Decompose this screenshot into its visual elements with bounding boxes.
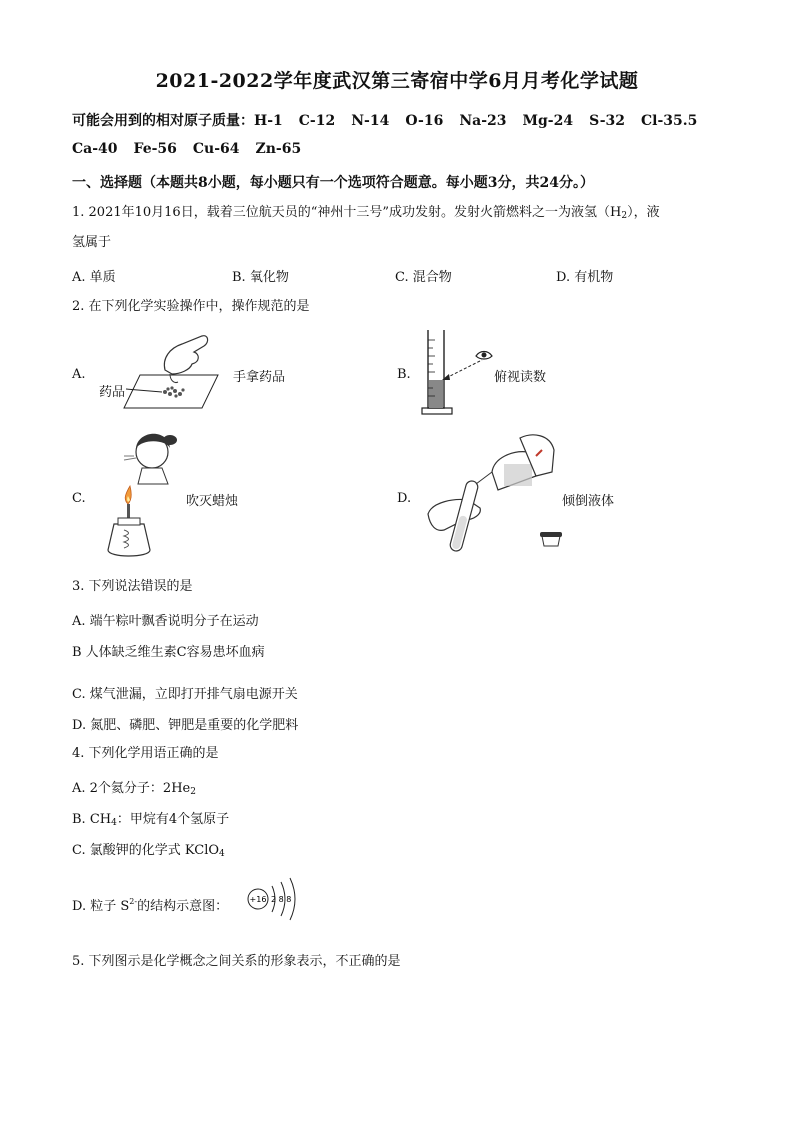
question-3: 3. 下列说法错误的是 bbox=[72, 579, 193, 594]
atomic-mass-item: O-16 bbox=[405, 113, 444, 129]
q2-option-d-caption: 倾倒液体 bbox=[562, 494, 615, 509]
atomic-masses-line-2 bbox=[72, 141, 317, 157]
question-5: 5. 下列图示是化学概念之间关系的形象表示，不正确的是 bbox=[72, 954, 401, 969]
atomic-mass-item: Mg-24 bbox=[522, 113, 574, 129]
atomic-masses-line-1 bbox=[72, 110, 713, 130]
atomic-mass-item: Cu-64 bbox=[192, 141, 240, 157]
atomic-mass-item: C-12 bbox=[298, 113, 336, 129]
atomic-mass-item: Cl-35.5 bbox=[641, 113, 698, 129]
q4-a-subscript: 2 bbox=[190, 787, 196, 797]
blowing-candle-figure bbox=[94, 420, 186, 568]
q4-c-subscript: 4 bbox=[219, 849, 225, 859]
q1-subscript: 2 bbox=[621, 211, 628, 221]
q4-d-text-a: D. 粒子 S bbox=[72, 899, 130, 914]
q3-option-b: B 人体缺乏维生素C容易患坏血病 bbox=[72, 645, 265, 660]
section-heading: 一、选择题（本题共8小题，每小题只有一个选项符合题意。每小题3分，共24分。） bbox=[72, 175, 594, 191]
q4-b-text-a: B. CH bbox=[72, 812, 112, 827]
q3-option-c: C. 煤气泄漏，立即打开排气扇电源开关 bbox=[72, 687, 298, 702]
question-2: 2. 在下列化学实验操作中，操作规范的是 bbox=[72, 299, 310, 314]
q4-b-subscript: 4 bbox=[111, 818, 117, 828]
nucleus-charge: +16 bbox=[249, 895, 267, 904]
q2-option-b-caption: 俯视读数 bbox=[494, 370, 547, 385]
q3-option-a: A. 端午粽叶飘香说明分子在运动 bbox=[72, 614, 259, 629]
q4-c-text: C. 氯酸钾的化学式 KClO bbox=[72, 843, 220, 858]
atomic-mass-item: Ca-40 bbox=[72, 141, 118, 157]
q1-option-b: B. 氧化物 bbox=[232, 270, 289, 285]
atomic-mass-item: Fe-56 bbox=[133, 141, 177, 157]
question-1 bbox=[72, 204, 732, 225]
q2-option-c-caption: 吹灭蜡烛 bbox=[186, 494, 239, 509]
q4-d-superscript: 2- bbox=[129, 897, 138, 906]
q4-option-a bbox=[72, 777, 196, 797]
q2-option-a-caption: 手拿药品 bbox=[233, 370, 286, 385]
q1-text-b: ），液 bbox=[627, 205, 660, 220]
sulfur-ion-structure-diagram bbox=[244, 874, 304, 924]
q2-a-chemical-label: 药品 bbox=[99, 385, 126, 400]
q4-option-d bbox=[72, 895, 228, 914]
q4-option-c bbox=[72, 839, 225, 859]
atomic-mass-item: H-1 bbox=[254, 113, 283, 129]
electron-shells: 2 8 8 bbox=[271, 895, 292, 904]
q1-option-d: D. 有机物 bbox=[556, 270, 614, 285]
hand-taking-chemical-figure bbox=[110, 330, 230, 410]
q2-option-a-letter: A. bbox=[72, 367, 86, 382]
q2-option-b-letter: B. bbox=[397, 367, 411, 382]
atomic-mass-item: N-14 bbox=[351, 113, 390, 129]
leader-line bbox=[124, 386, 164, 396]
q3-option-d: D. 氮肥、磷肥、钾肥是重要的化学肥料 bbox=[72, 718, 299, 733]
question-4: 4. 下列化学用语正确的是 bbox=[72, 746, 219, 761]
atomic-mass-item: S-32 bbox=[589, 113, 626, 129]
page-title: 2021-2022学年度武汉第三寄宿中学6月月考化学试题 bbox=[155, 70, 639, 92]
atomic-mass-item: Zn-65 bbox=[255, 141, 302, 157]
graduated-cylinder-figure bbox=[418, 326, 498, 418]
pouring-liquid-figure bbox=[424, 428, 564, 558]
q4-d-text-b: 的结构示意图： bbox=[137, 899, 229, 914]
atomic-mass-item: Na-23 bbox=[459, 113, 507, 129]
q4-b-text-b: ：甲烷有4个氢原子 bbox=[116, 812, 230, 827]
q1-option-a: A. 单质 bbox=[72, 270, 116, 285]
q2-option-c-letter: C. bbox=[72, 491, 86, 506]
q4-option-b bbox=[72, 808, 229, 828]
q1-text-a: 1. 2021年10月16日，载着三位航天员的“神州十三号”成功发射。发射火箭燃料之一为液氢（H bbox=[72, 205, 622, 220]
q1-text-c: 氢属于 bbox=[72, 235, 112, 250]
q1-option-c: C. 混合物 bbox=[395, 270, 452, 285]
q2-option-d-letter: D. bbox=[397, 491, 412, 506]
masses-label: 可能会用到的相对原子质量： bbox=[72, 113, 254, 129]
q4-a-text: A. 2个氦分子：2He bbox=[72, 781, 191, 796]
